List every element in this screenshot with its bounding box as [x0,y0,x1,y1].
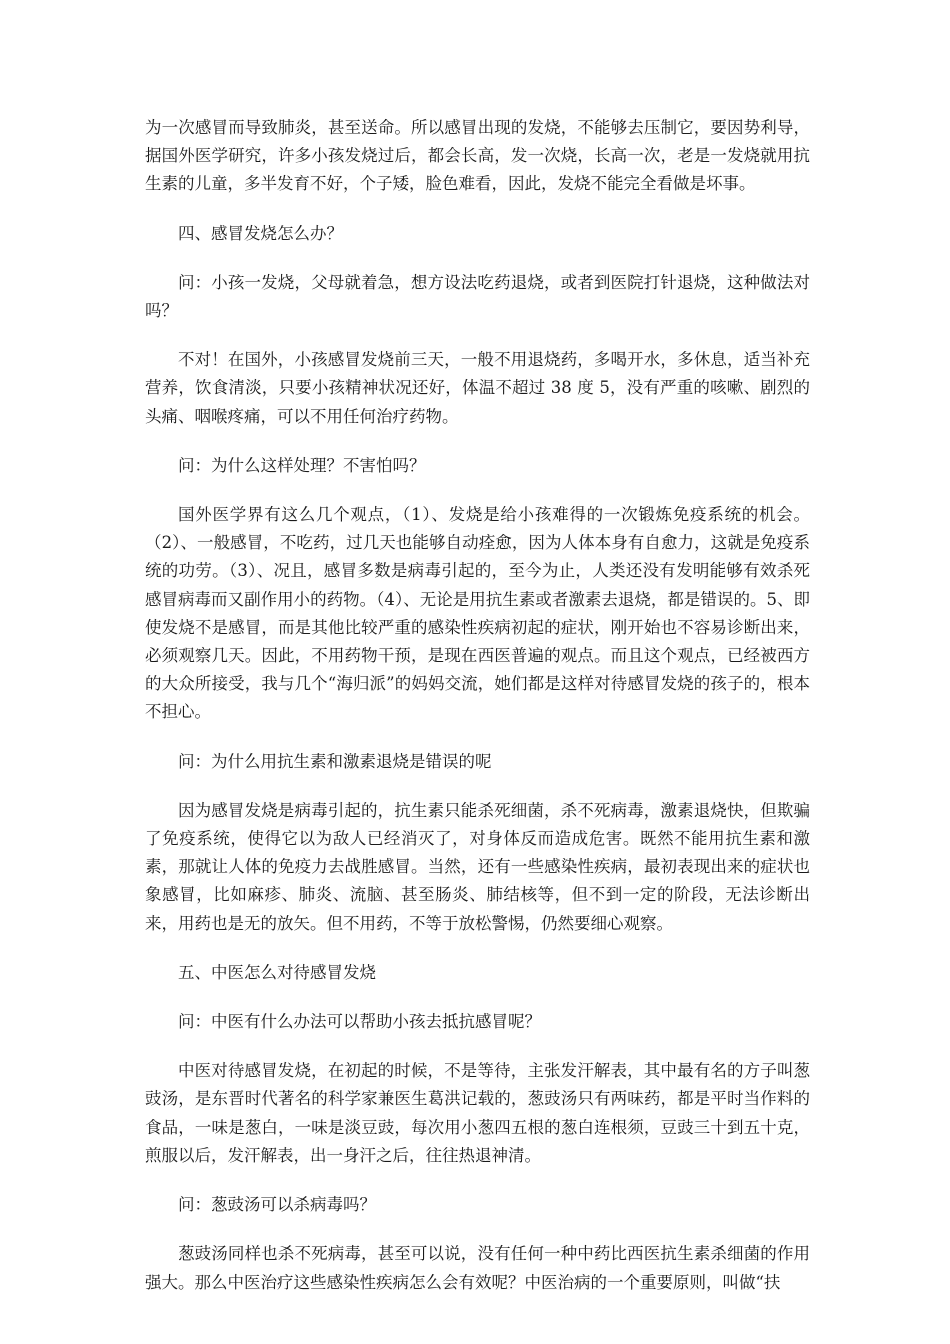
question-paragraph: 问：中医有什么办法可以帮助小孩去抵抗感冒呢？ [178,1012,541,1032]
answer-paragraph: 因为感冒发烧是病毒引起的，抗生素只能杀死细菌，杀不死病毒，激素退烧快，但欺骗了免疫系统，使得它以为敌人已经消灭了，对身体反而造成危害。既然不能用抗生素和激素，那就让人体的免疫力去战胜感冒。当然，还有一些感染性疾病，最初表现出来的症状也象感冒，比如麻疹、肺炎、流脑、甚至肠炎、肺结核等，但不到一定的阶段，无法诊断出来，用药也是无的放矢。但不用药，不等于放松警惕，仍然要细心观察。 [145,800,810,933]
answer-paragraph: 不对！在国外，小孩感冒发烧前三天，一般不用退烧药，多喝开水，多休息，适当补充营养，饮食清淡，只要小孩精神状况还好，体温不超过 38 度 5，没有严重的咳嗽、剧烈的头痛、咽喉疼痛，可以不用任何治疗药物。 [145,350,810,426]
section-heading-four: 四、感冒发烧怎么办？ [178,223,343,243]
answer-paragraph: 中医对待感冒发烧，在初起的时候，不是等待，主张发汗解表，其中最有名的方子叫葱豉汤，是东晋时代著名的科学家兼医生葛洪记载的，葱豉汤只有两味药，都是平时当作料的食品，一味是葱白，一味是淡豆豉，每次用小葱四五根的葱白连根须，豆豉三十到五十克，煎服以后，发汗解表，出一身汗之后，往往热退神清。 [145,1061,810,1165]
question-paragraph: 问：为什么这样处理？不害怕吗？ [178,455,426,475]
answer-paragraph: 国外医学界有这么几个观点，（1）、发烧是给小孩难得的一次锻炼免疫系统的机会。（2）、一般感冒，不吃药，过几天也能够自动痊愈，因为人体本身有自愈力，这就是免疫系统的功劳。（3）、况且，感冒多数是病毒引起的，至今为止，人类还没有发明能够有效杀死感冒病毒而又副作用小的药物。（4）、无论是用抗生素或者激素去退烧，都是错误的。5、即使发烧不是感冒，而是其他比较严重的感染性疾病初起的症状，刚开始也不容易诊断出来，必须观察几天。因此，不用药物干预，是现在西医普遍的观点。而且这个观点，已经被西方的大众所接受，我与几个“海归派”的妈妈交流，她们都是这样对待感冒发烧的孩子的，根本不担心。 [145,505,810,722]
section-heading-five: 五、中医怎么对待感冒发烧 [178,962,376,982]
document-page [145,114,810,1318]
question-paragraph: 问：葱豉汤可以杀病毒吗？ [178,1195,376,1215]
question-paragraph: 问：为什么用抗生素和激素退烧是错误的呢 [178,751,492,771]
answer-paragraph: 葱豉汤同样也杀不死病毒，甚至可以说，没有任何一种中药比西医抗生素杀细菌的作用强大。那么中医治疗这些感染性疾病怎么会有效呢？中医治病的一个重要原则，叫做“扶 [145,1244,810,1292]
question-paragraph: 问：小孩一发烧，父母就着急，想方设法吃药退烧，或者到医院打针退烧，这种做法对吗？ [145,272,810,321]
paragraph-continuation: 为一次感冒而导致肺炎，甚至送命。所以感冒出现的发烧，不能够去压制它，要因势利导，据国外医学研究，许多小孩发烧过后，都会长高，发一次烧，长高一次，老是一发烧就用抗生素的儿童，多半发育不好，个子矮，脸色难看，因此，发烧不能完全看做是坏事。 [145,118,810,194]
